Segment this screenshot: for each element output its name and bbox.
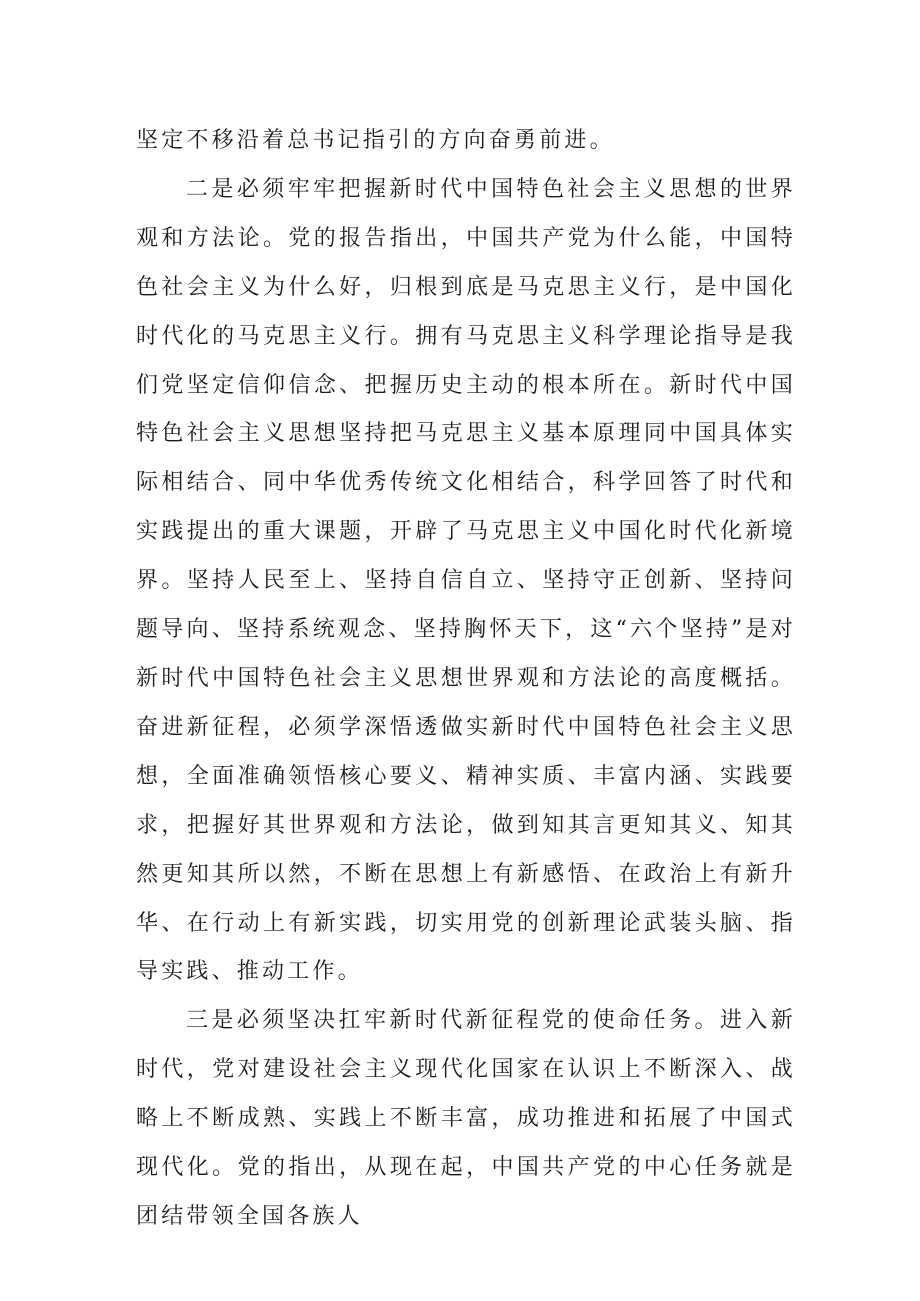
paragraph-two: 二是必须牢牢把握新时代中国特色社会主义思想的世界观和方法论。党的报告指出，中国共产党为什么能，中国特色社会主义为什么好，归根到底是马克思主义行，是中国化时代化的马克思主义行。拥有马克思主义科学理论指导是我们党坚定信仰信念、把握历史主动的根本所在。新时代中国特色社会主义思想坚持把马克思主义基本原理同中国具体实际相结合、同中华优秀传统文化相结合，科学回答了时代和实践提出的重大课题，开辟了马克思主义中国化时代化新境界。坚持人民至上、坚持自信自立、坚持守正创新、坚持问题导向、坚持系统观念、坚持胸怀天下，这“六个坚持”是对新时代中国特色社会主义思想世界观和方法论的高度概括。奋进新征程，必须学深悟透做实新时代中国特色社会主义思想，全面准确领悟核心要义、精神实质、丰富内涵、实践要求，把握好其世界观和方法论，做到知其言更知其义、知其然更知其所以然，不断在思想上有新感悟、在政治上有新升华、在行动上有新实践，切实用党的创新理论武装头脑、指导实践、推动工作。 bbox=[136, 176, 796, 985]
body-text bbox=[136, 117, 796, 1242]
paragraph-three: 三是必须坚决扛牢新时代新征程党的使命任务。进入新时代，党对建设社会主义现代化国家在认识上不断深入、战略上不断成熟、实践上不断丰富，成功推进和拓展了中国式现代化。党的指出，从现在起，中国共产党的中心任务就是团结带领全国各族人 bbox=[136, 1008, 796, 1229]
paragraph-continuation: 坚定不移沿着总书记指引的方向奋勇前进。 bbox=[136, 128, 615, 153]
